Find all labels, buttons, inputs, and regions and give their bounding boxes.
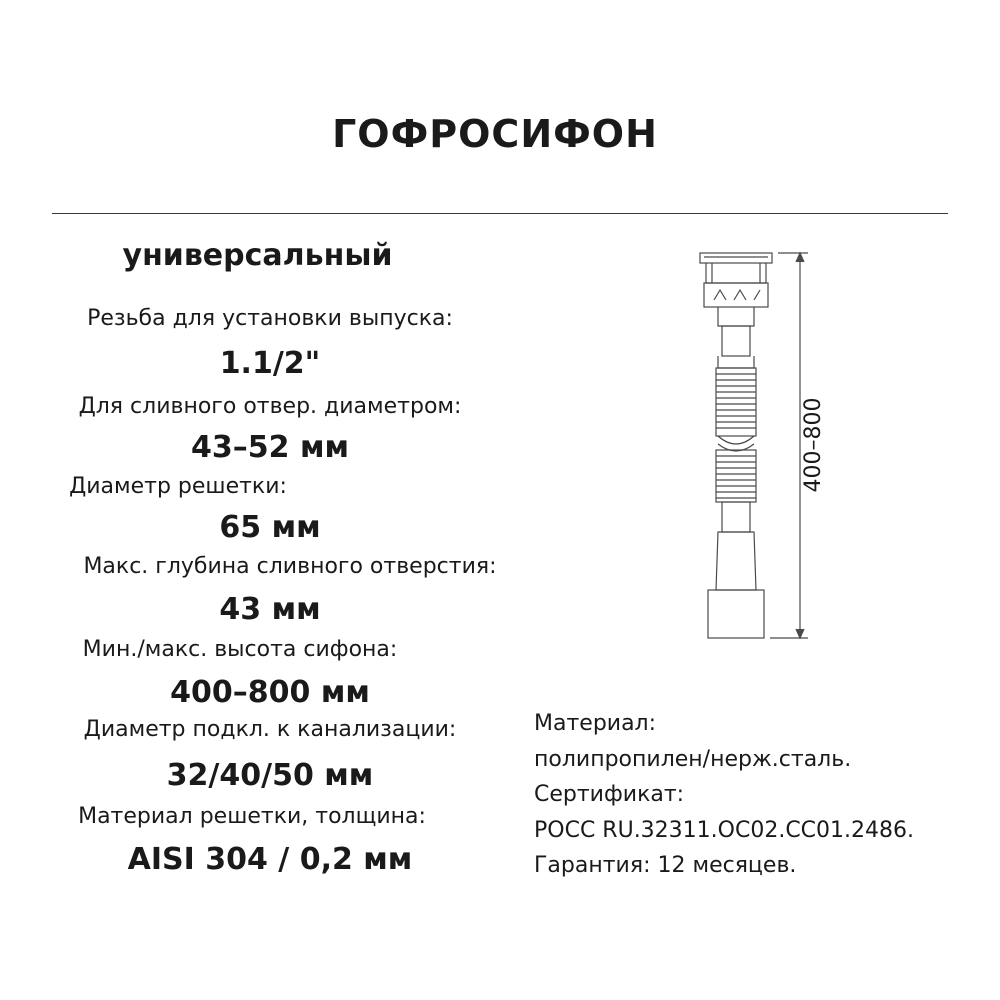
spec-max-depth-value: 43 мм [219,592,321,627]
spec-drain-diameter-value: 43–52 мм [191,430,349,465]
spec-height-label: Мин./макс. высота сифона: [82,637,398,662]
certificate-value: РОСС RU.32311.ОС02.СС01.2486. [534,817,915,843]
siphon-bottom-sleeve [708,590,764,638]
spec-grid-diameter-label: Диаметр решетки: [69,474,287,499]
siphon-lower-tube [716,502,756,590]
siphon-corrugation-lower [716,450,756,502]
siphon-drawing [660,240,860,650]
spec-thread-value: 1.1/2" [219,346,321,381]
header-divider [52,213,948,214]
warranty-text: Гарантия: 12 месяцев. [534,853,797,878]
spec-sewer-diameter-value: 32/40/50 мм [166,758,374,793]
product-subtitle: универсальный [122,238,393,273]
spec-sewer-diameter-label: Диаметр подкл. к канализации: [83,717,457,742]
dimension-label: 400–800 [801,397,826,493]
material-info-block [534,706,914,884]
spec-thread-label: Резьба для установки выпуска: [87,306,453,331]
spec-drain-diameter-label: Для сливного отвер. диаметром: [78,394,462,419]
siphon-nut [704,283,768,307]
siphon-corrugation-upper [716,368,756,436]
page-title: ГОФРОСИФОН [332,112,658,156]
material-value: полипропилен/нерж.сталь. [534,746,852,772]
material-label: Материал: [534,711,657,736]
siphon-middle-joint [718,436,754,451]
spec-height-value: 400–800 мм [170,675,370,710]
spec-grid-material-value: AISI 304 / 0,2 мм [127,842,413,877]
spec-max-depth-label: Макс. глубина сливного отверстия: [83,554,497,579]
spec-grid-material-label: Материал решетки, толщина: [78,804,426,829]
siphon-upper-tube [718,307,754,368]
siphon-top-cap [700,253,772,283]
spec-grid-diameter-value: 65 мм [219,510,321,545]
certificate-label: Сертификат: [534,782,685,807]
